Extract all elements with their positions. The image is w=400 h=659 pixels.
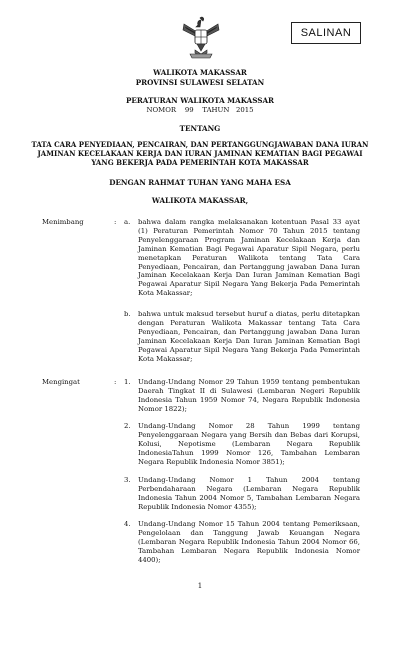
page-number: 1 (197, 582, 203, 590)
regulation-number: NOMOR 99 TAHUN 2015 (146, 106, 254, 114)
menimbang-item-a: bahwa dalam rangka melaksanakan ketentuan Pasal 33 ayat (1) Peraturan Pemerintah Nomor 70 Tahun 2015 tentang Penyelenggaraan Program Jaminan Kecelakaan Kerja dan Jaminan Kematian Bagi Pegawai Aparatur Sipil Negara, perlu menetapkan Peraturan Walikota tentang Tata Cara Penyediaan, Pencairan, dan Pertanggung jawaban Dana Iuran Jaminan Kecelakaan Kerja Dan Iuran Jaminan Kematian Bagi Pegawai Aparatur Sipil Negara Yang Bekerja Pada Pemerintah Kota Makassar; (138, 218, 360, 298)
mengingat-colon: : (114, 378, 117, 386)
preamble-authority: WALIKOTA MAKASSAR, (151, 196, 249, 205)
menimbang-label: Menimbang (42, 218, 84, 226)
issuer-title: WALIKOTA MAKASSAR (153, 68, 247, 77)
menimbang-item-b: bahwa untuk maksud tersebut huruf a diatas, perlu ditetapkan dengan Peraturan Walikota Makassar tentang Tata Cara Penyediaan, Pencairan, dan Pertanggung jawaban Dana Iuran Jaminan Kecelakaan Kerja Dan Iuran Jaminan Kematian Bagi Pegawai Aparatur Sipil Negara Yang Bekerja Pada Pemerintah Kota Makassar; (138, 310, 360, 363)
preamble-grace: DENGAN RAHMAT TUHAN YANG MAHA ESA (109, 178, 291, 187)
regulation-subject: TATA CARA PENYEDIAAN, PENCAIRAN, DAN PERTANGGUNGJAWABAN DANA IURAN JAMINAN KECELAKAAN KERJA DAN IURAN JAMINAN KEMATIAN BAGI PEGAWAI YANG BEKERJA PADA PEMERINTAH KOTA MAKASSAR (31, 140, 369, 167)
mengingat-marker-3: 3. (124, 476, 131, 484)
mengingat-marker-4: 4. (124, 520, 131, 528)
mengingat-item-3: Undang-Undang Nomor 1 Tahun 2004 tentang Perbendaharaan Negara (Lembaran Negara Republik Indonesia Tahun 2004 Nomor 5, Tambahan Lembaran Negara Republik Indonesia Nomor 4355); (138, 476, 360, 511)
mengingat-label: Mengingat (42, 378, 80, 386)
salinan-stamp: SALINAN (291, 22, 361, 44)
garuda-emblem-icon (180, 14, 222, 62)
mengingat-item-2: Undang-Undang Nomor 28 Tahun 1999 tentang Penyelenggaraan Negara yang Bersih dan Bebas dari Korupsi, Kolusi, Nepotisme (Lembaran Negara Republik IndonesiaTahun 1999 Nomor 126, Tambahan Lembaran Negara Republik Indonesia Nomor 3851); (138, 422, 360, 466)
mengingat-marker-1: 1. (124, 378, 131, 386)
about-heading: TENTANG (179, 124, 221, 133)
menimbang-colon: : (114, 218, 117, 226)
province-title: PROVINSI SULAWESI SELATAN (135, 78, 265, 87)
menimbang-marker-a: a. (124, 218, 131, 226)
mengingat-item-4: Undang-Undang Nomor 15 Tahun 2004 tentang Pemeriksaan, Pengelolaan dan Tanggung Jawab Keuangan Negara (Lembaran Negara Republik Indonesia Tahun 2004 Nomor 66, Tambahan Lembaran Negara Republik Indonesia Nomor 4400); (138, 520, 360, 564)
mengingat-marker-2: 2. (124, 422, 131, 430)
mengingat-item-1: Undang-Undang Nomor 29 Tahun 1959 tentang pembentukan Daerah Tingkat II di Sulawesi (Lembaran Negeri Republik Indonesia Tahun 1959 Nomor 74, Negara Republik Indonesia Nomor 1822); (138, 378, 360, 413)
menimbang-marker-b: b. (124, 310, 131, 318)
regulation-title: PERATURAN WALIKOTA MAKASSAR (125, 96, 275, 105)
